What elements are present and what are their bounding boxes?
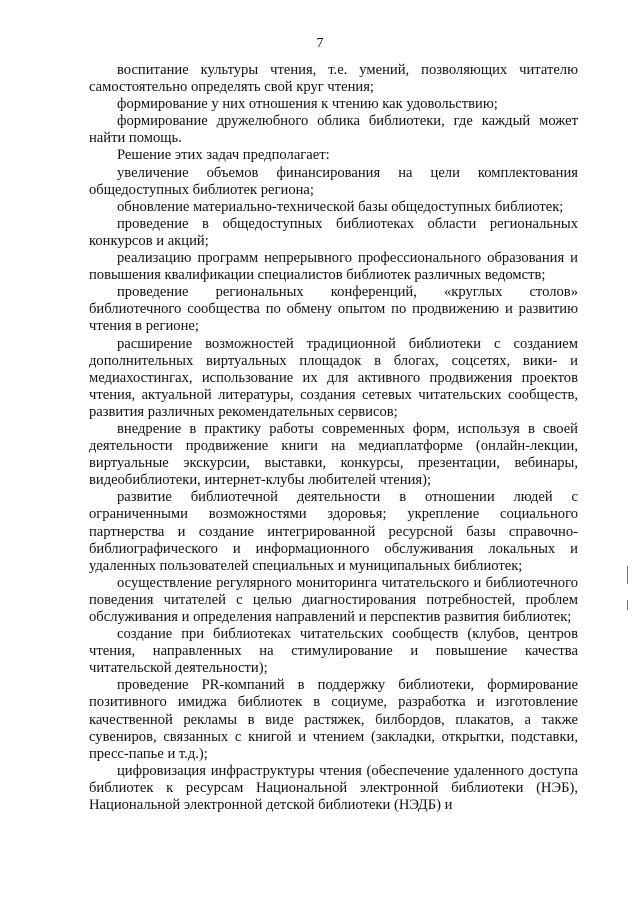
body-text — [89, 62, 578, 814]
paragraph: увеличение объемов финансирования на цели комплектования общедоступных библиотек региона; — [89, 164, 578, 198]
paragraph: внедрение в практику работы современных форм, используя в своей деятельности продвижение книги на медиаплатформе (онлайн-лекции, виртуальные экскурсии, выставки, конкурсы, презентации, вебинары, видеобиблиотеки, интернет-клубы любителей чтения); — [89, 420, 578, 489]
paragraph: реализацию программ непрерывного профессионального образования и повышения квалификации специалистов библиотек различных ведомств; — [89, 250, 578, 284]
scan-edge-mark — [627, 600, 628, 610]
paragraph: развитие библиотечной деятельности в отношении людей с ограниченными возможностями здоровья; укрепление социального партнерства и создание интегрированной ресурсной базы справочно-библиографического и информационного обслуживания локальных и удаленных пользователей специальных и муниципальных библиотек; — [89, 489, 578, 574]
paragraph: формирование у них отношения к чтению как удовольствию; — [117, 96, 498, 113]
scan-edge-mark — [627, 566, 628, 584]
paragraph: создание при библиотеках читательских сообществ (клубов, центров чтения, направленных на стимулирование и повышение качества читательской деятельности); — [89, 626, 578, 677]
paragraph: проведение региональных конференций, «круглых столов» библиотечного сообщества по обмену опытом по продвижению и развитию чтения в регионе; — [89, 284, 578, 335]
paragraph: проведение PR-компаний в поддержку библиотеки, формирование позитивного имиджа библиотек в социуме, разработка и изготовление качественной рекламы в виде растяжек, билбордов, плакатов, а также сувениров, связанных с книгой и чтением (закладки, открытки, подставки, пресс-папье и т.д.); — [89, 677, 578, 762]
paragraph: проведение в общедоступных библиотеках области региональных конкурсов и акций; — [89, 215, 578, 249]
paragraph: Решение этих задач предполагает: — [117, 147, 330, 164]
paragraph: расширение возможностей традиционной библиотеки с созданием дополнительных виртуальных площадок в блогах, соцсетях, вики- и медиахостингах, использование их для активного продвижения проектов чтения, актуальной литературы, создания сетевых читательских сообществ, развития различных рекомендательных сервисов; — [89, 335, 578, 420]
paragraph: обновление материально-технической базы общедоступных библиотек; — [117, 198, 564, 215]
paragraph: воспитание культуры чтения, т.е. умений, позволяющих читателю самостоятельно определять свой круг чтения; — [89, 62, 578, 96]
paragraph: осуществление регулярного мониторинга читательского и библиотечного поведения читателей с целью диагностирования потребностей, проблем обслуживания и определения направлений и перспектив развития библиотек; — [89, 574, 578, 625]
paragraph: цифровизация инфраструктуры чтения (обеспечение удаленного доступа библиотек к ресурсам Национальной электронной библиотеки (НЭБ), Национальной электронной детской библиотеки (НЭДБ) и — [89, 762, 578, 814]
paragraph: формирование дружелюбного облика библиотеки, где каждый может найти помощь. — [89, 113, 578, 147]
page-number: 7 — [316, 36, 324, 51]
